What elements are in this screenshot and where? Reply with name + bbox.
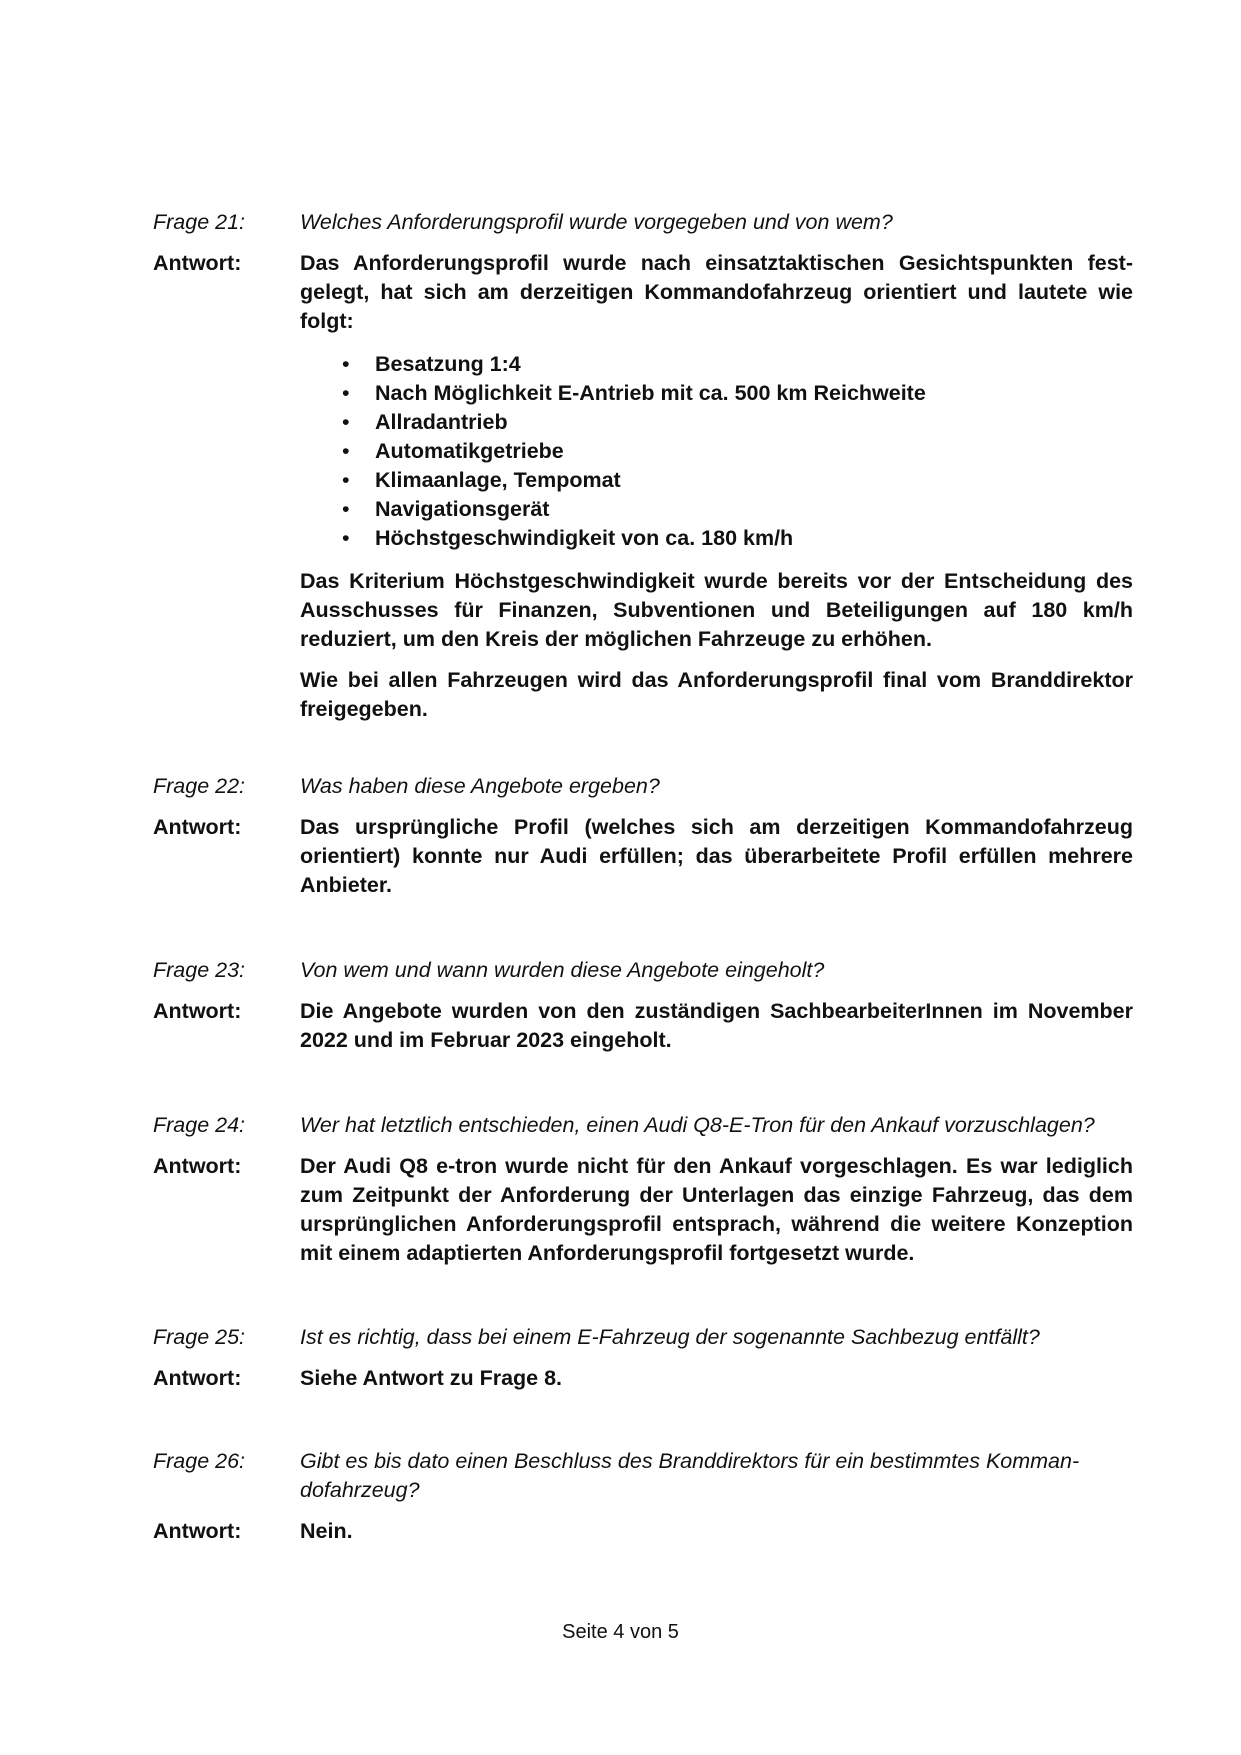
question-text: Von wem und wann wurden diese Angebote eingeholt? [300, 958, 825, 982]
list-item: • Klimaanlage, Tempomat [342, 466, 1133, 495]
qa-block-23 [153, 956, 1133, 1055]
question-row [153, 1447, 1133, 1505]
question-label: Frage 23: [153, 958, 246, 982]
answer-label: Antwort: [153, 1366, 242, 1390]
answer-intro: Das Anforderungsprofil wurde nach einsatztaktischen Gesichtspunkten festgelegt, hat sich am derzeitigen Kommandofahrzeug orientiert und lautete wie folgt: [300, 251, 1133, 333]
answer-text: Das ursprüngliche Profil (welches sich am derzeitigen Kommandofahrzeug orientiert) konnte nur Audi erfüllen; das überarbeitete Profil erfüllen mehrere Anbieter. [300, 815, 1133, 897]
question-text: Ist es richtig, dass bei einem E-Fahrzeug der sogenannte Sachbezug entfällt? [300, 1325, 1040, 1349]
answer-text: Siehe Antwort zu Frage 8. [300, 1366, 563, 1390]
answer-text: Der Audi Q8 e-tron wurde nicht für den Ankauf vorgeschlagen. Es war lediglich zum Zeitpunkt der Anforderung der Unterlagen das einzige Fahrzeug, das dem ursprünglichen Anforderungsprofil entsprach, während die weitere Konzeption mit einem adaptierten Anforderungsprofil fortgesetzt wurde. [300, 1154, 1133, 1265]
answer-body [300, 249, 1133, 724]
list-item: • Allradantrieb [342, 408, 1133, 437]
qa-block-24 [153, 1111, 1133, 1268]
question-label: Frage 26: [153, 1449, 246, 1473]
question-row [153, 772, 1133, 801]
answer-label: Antwort: [153, 1519, 242, 1543]
question-label: Frage 25: [153, 1325, 246, 1349]
answer-row [153, 1364, 1133, 1393]
answer-text: Die Angebote wurden von den zuständigen SachbearbeiterInnen im November 2022 und im Februar 2023 eingeholt. [300, 999, 1133, 1052]
question-label: Frage 22: [153, 774, 246, 798]
qa-block-21 [153, 208, 1133, 724]
question-text: Wer hat letztlich entschieden, einen Audi Q8-E-Tron für den Ankauf vorzuschlagen? [300, 1113, 1095, 1137]
qa-block-22 [153, 772, 1133, 900]
answer-row [153, 1517, 1133, 1546]
question-text: Gibt es bis dato einen Beschluss des Branddirektors für ein bestimmtes Kommandofahrzeug? [300, 1449, 1080, 1502]
list-item: • Höchstgeschwindigkeit von ca. 180 km/h [342, 524, 1133, 553]
question-text: Was haben diese Angebote ergeben? [300, 774, 660, 798]
question-row [153, 208, 1133, 237]
answer-paragraph: Wie bei allen Fahrzeugen wird das Anforderungsprofil final vom Branddirektor freigegeben. [300, 668, 1133, 721]
list-item: • Nach Möglichkeit E-Antrieb mit ca. 500 km Reichweite [342, 379, 1133, 408]
list-item: • Automatikgetriebe [342, 437, 1133, 466]
answer-row [153, 249, 1133, 724]
question-text: Welches Anforderungsprofil wurde vorgegeben und von wem? [300, 210, 893, 234]
answer-label: Antwort: [153, 251, 242, 275]
question-label: Frage 24: [153, 1113, 246, 1137]
answer-row [153, 1152, 1133, 1268]
answer-text: Nein. [300, 1519, 353, 1543]
answer-row [153, 997, 1133, 1055]
answer-paragraph: Das Kriterium Höchstgeschwindigkeit wurde bereits vor der Entscheidung des Ausschusses für Finanzen, Subventionen und Beteiligungen auf 180 km/h reduziert, um den Kreis der möglichen Fahrzeuge zu erhöhen. [300, 569, 1133, 651]
question-row [153, 1323, 1133, 1352]
answer-label: Antwort: [153, 815, 242, 839]
qa-block-26 [153, 1447, 1133, 1546]
answer-row [153, 813, 1133, 900]
answer-label: Antwort: [153, 999, 242, 1023]
question-label: Frage 21: [153, 210, 246, 234]
answer-label: Antwort: [153, 1154, 242, 1178]
list-item: • Besatzung 1:4 [342, 350, 1133, 379]
page-number: Seite 4 von 5 [562, 1621, 679, 1643]
list-item: • Navigationsgerät [342, 495, 1133, 524]
question-row [153, 1111, 1133, 1140]
requirements-list [300, 350, 1133, 553]
qa-block-25 [153, 1323, 1133, 1393]
question-row [153, 956, 1133, 985]
